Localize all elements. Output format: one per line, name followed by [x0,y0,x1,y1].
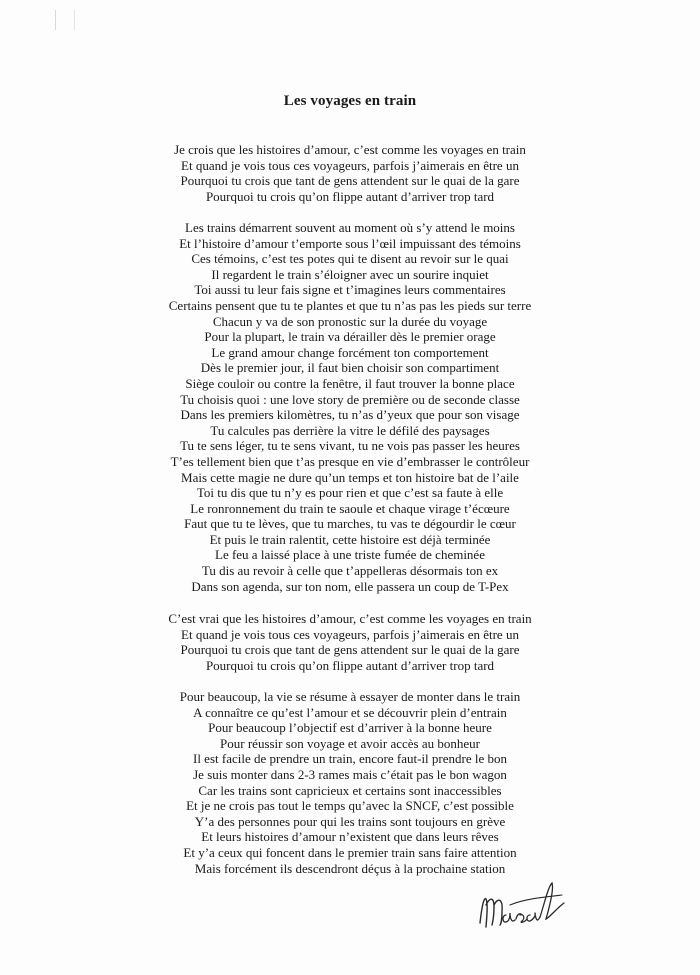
corner-mark [55,10,75,30]
poem-line: Dans les premiers kilomètres, tu n’as d’yeux que pour son visage [180,407,520,423]
poem-line: A connaître ce qu’est l’amour et se découvrir plein d’entrain [193,704,507,720]
poem-line: Pour réussir son voyage et avoir accès au bonheur [220,735,480,751]
poem-line: Pour la plupart, le train va dérailler dès le premier orage [204,329,496,345]
poem-line: Je crois que les histoires d’amour, c’est comme les voyages en train [174,142,526,157]
poem-line: Il est facile de prendre un train, encore faut-il prendre le bon [192,751,508,767]
poem-line: Et quand je vois tous ces voyageurs, parfois j’aimerais en être un [181,626,519,642]
poem-line: Pourquoi tu crois qu’on flippe autant d’arriver trop tard [205,188,495,204]
stanza-4 [0,689,700,876]
stanza-1 [0,142,700,204]
poem-line: Siège couloir ou contre la fenêtre, il faut trouver la bonne place [185,375,515,391]
poem-line: Mais forcément ils descendront déçus à la prochaine station [194,860,506,876]
handwritten-signature [472,875,572,945]
stanza-2 [0,220,700,594]
poem-line: Toi tu dis que tu n’y es pour rien et que c’est sa faute à elle [196,485,504,501]
poem-line: Mais cette magie ne dure qu’un temps et ton histoire bat de l’aile [181,469,519,485]
poem-line: Pourquoi tu crois que tant de gens attendent sur le quai de la gare [180,173,520,189]
poem-line: Et y’a ceux qui foncent dans le premier train sans faire attention [183,844,517,860]
poem-line: Chacun y va de son pronostic sur la durée du voyage [212,313,488,329]
poem-line: Pourquoi tu crois qu’on flippe autant d’arriver trop tard [205,657,495,673]
poem-line: Ces témoins, c’est tes potes qui te disent au revoir sur le quai [191,251,509,267]
poem-line: Tu calcules pas derrière la vitre le défilé des paysages [210,422,490,438]
poem-line: Les trains démarrent souvent au moment où s’y attend le moins [185,220,515,235]
poem-line: Faut que tu te lèves, que tu marches, tu vas te dégourdir le cœur [184,516,516,532]
poem-line: Tu dis au revoir à celle que t’appelleras désormais ton ex [201,563,499,579]
poem-line: Il regardent le train s’éloigner avec un sourire inquiet [211,266,489,282]
poem-line: Et l’histoire d’amour t’emporte sous l’œil impuissant des témoins [179,235,521,251]
poem-line: Toi aussi tu leur fais signe et t’imagines leurs commentaires [194,282,506,298]
poem-line: Je suis monter dans 2-3 rames mais c’était pas le bon wagon [193,766,507,782]
poem-line: T’es tellement bien que t’as presque en vie d’embrasser le contrôleur [170,453,530,469]
stanza-3 [0,611,700,673]
poem-line: Et quand je vois tous ces voyageurs, parfois j’aimerais en être un [181,157,519,173]
poem-line: C’est vrai que les histoires d’amour, c’est comme les voyages en train [168,611,532,626]
poem-line: Y’a des personnes pour qui les trains sont toujours en grève [194,813,506,829]
poem-line: Dans son agenda, sur ton nom, elle passera un coup de T-Pex [191,578,509,594]
poem-line: Tu choisis quoi : une love story de première ou de seconde classe [180,391,520,407]
poem-line: Pourquoi tu crois que tant de gens attendent sur le quai de la gare [180,642,520,658]
poem-line: Dès le premier jour, il faut bien choisir son compartiment [200,360,500,376]
poem-line: Pour beaucoup l’objectif est d’arriver à la bonne heure [208,720,492,736]
poem-line: Et puis le train ralentit, cette histoire est déjà terminée [209,531,491,547]
poem-line: Car les trains sont capricieux et certains sont inaccessibles [198,782,502,798]
poem-line: Le grand amour change forcément ton comportement [211,344,489,360]
poem-title: Les voyages en train [283,93,417,109]
poem-line: Et leurs histoires d’amour n’existent que dans leurs rêves [201,829,499,845]
poem-line: Le ronronnement du train te saoule et chaque virage t’écœure [190,500,510,516]
poem-line: Le feu a laissé place à une triste fumée de cheminée [215,547,485,563]
poem-line: Certains pensent que tu te plantes et que tu n’as pas les pieds sur terre [168,297,532,313]
poem-line: Tu te sens léger, tu te sens vivant, tu ne vois pas passer les heures [180,438,520,454]
poem-line: Pour beaucoup, la vie se résume à essayer de monter dans le train [179,689,521,704]
poem-line: Et je ne crois pas tout le temps qu’avec la SNCF, c’est possible [186,798,514,814]
